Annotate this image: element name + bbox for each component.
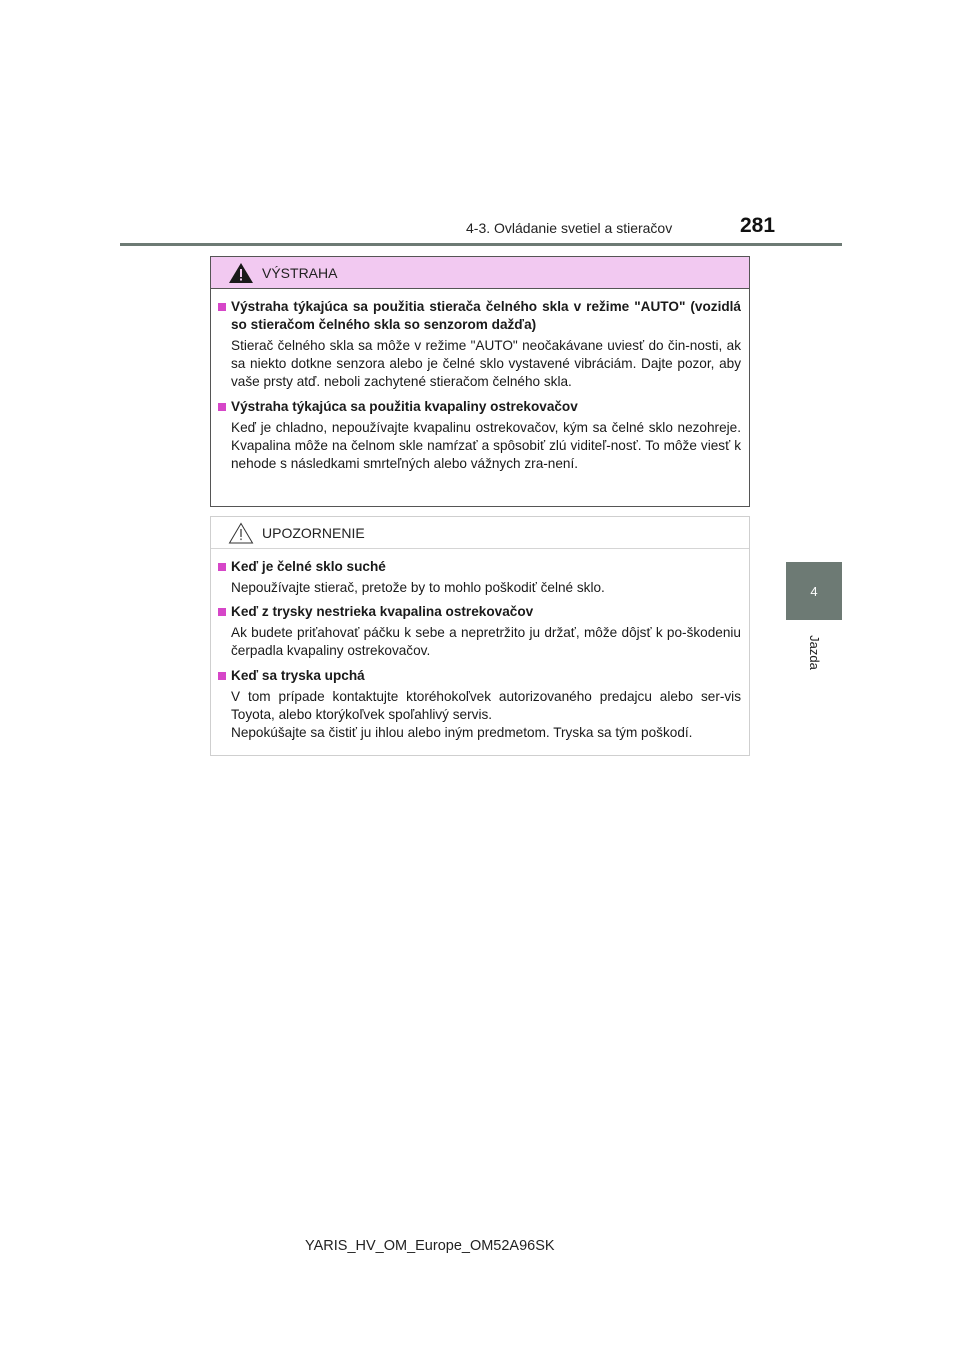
- chapter-tab: 4: [786, 562, 842, 620]
- caution-item-title-text: Keď z trysky nestrieka kvapalina ostrekovačov: [231, 604, 534, 620]
- bullet-square-icon: [218, 608, 226, 616]
- page-number: 281: [740, 214, 776, 237]
- warning-item-title: [218, 298, 741, 334]
- caution-item: [218, 558, 741, 597]
- bullet-square-icon: [218, 563, 226, 571]
- caution-item-title: [218, 558, 741, 576]
- bullet-square-icon: [218, 303, 226, 311]
- caution-item-title-text: Keď sa tryska upchá: [231, 667, 365, 683]
- chapter-label: [786, 622, 842, 682]
- warning-item-title-text: Výstraha týkajúca sa použitia stierača čelného skla v režime "AUTO" (vozidlá so stieračom čelného skla so senzorom dažďa): [231, 299, 741, 332]
- warning-item-text: Keď je chladno, nepoužívajte kvapalinu ostrekovačov, kým sa čelné sklo nezohreje. Kvapalina môže na čelnom skle namŕzať a spôsobiť zlú viditeľ-nosť. To môže viesť k nehode s následkami smrteľných alebo vážnych zra-není.: [231, 419, 741, 472]
- caution-item-text: Ak budete priťahovať páčku k sebe a nepretržito ju držať, môže dôjsť k po-škodeniu čerpadla kvapaliny ostrekovačov.: [231, 625, 741, 659]
- header-rule: [120, 243, 842, 246]
- caution-item: [218, 667, 741, 743]
- warning-item-title-text: Výstraha týkajúca sa použitia kvapaliny ostrekovačov: [231, 398, 578, 414]
- warning-label: VÝSTRAHA: [262, 264, 338, 281]
- bullet-square-icon: [218, 672, 226, 680]
- warning-header: [211, 257, 749, 289]
- caution-item-text: V tom prípade kontaktujte ktoréhokoľvek autorizovaného predajcu alebo ser-vis Toyota, alebo ktorýkoľvek spoľahlivý servis. Nepokúšajte sa čistiť ju ihlou alebo iným predmetom. Tryska sa tým poškodí.: [231, 688, 741, 741]
- footer-document-code: YARIS_HV_OM_Europe_OM52A96SK: [305, 1238, 555, 1254]
- warning-item-text: Stierač čelného skla sa môže v režime "AUTO" neočakávane uviesť do čin-nosti, ak sa niekto dotkne senzora alebo je čelné sklo vystavené vibráciám. Dajte pozor, aby vaše prsty atď. neboli zachytené stieračom čelného skla.: [231, 338, 741, 390]
- warning-item: [218, 298, 741, 392]
- warning-box: [210, 256, 750, 507]
- warning-icon: [228, 262, 254, 284]
- caution-header: [211, 517, 749, 549]
- chapter-label-text: Jazda: [806, 634, 822, 670]
- caution-item-title: [218, 603, 741, 621]
- caution-box: [210, 516, 750, 756]
- caution-icon: [228, 522, 254, 544]
- caution-item-text: Nepoužívajte stierač, pretože by to mohlo poškodiť čelné sklo.: [231, 580, 605, 595]
- caution-item-title-text: Keď je čelné sklo suché: [231, 559, 386, 574]
- warning-item-title: [218, 398, 741, 416]
- caution-body: [211, 549, 749, 742]
- caution-label: UPOZORNENIE: [262, 524, 365, 541]
- caution-item-title: [218, 667, 741, 685]
- warning-body: [211, 289, 749, 473]
- bullet-square-icon: [218, 403, 226, 411]
- section-title: 4-3. Ovládanie svetiel a stieračov: [466, 220, 673, 236]
- caution-item: [218, 603, 741, 660]
- warning-item: [218, 398, 741, 474]
